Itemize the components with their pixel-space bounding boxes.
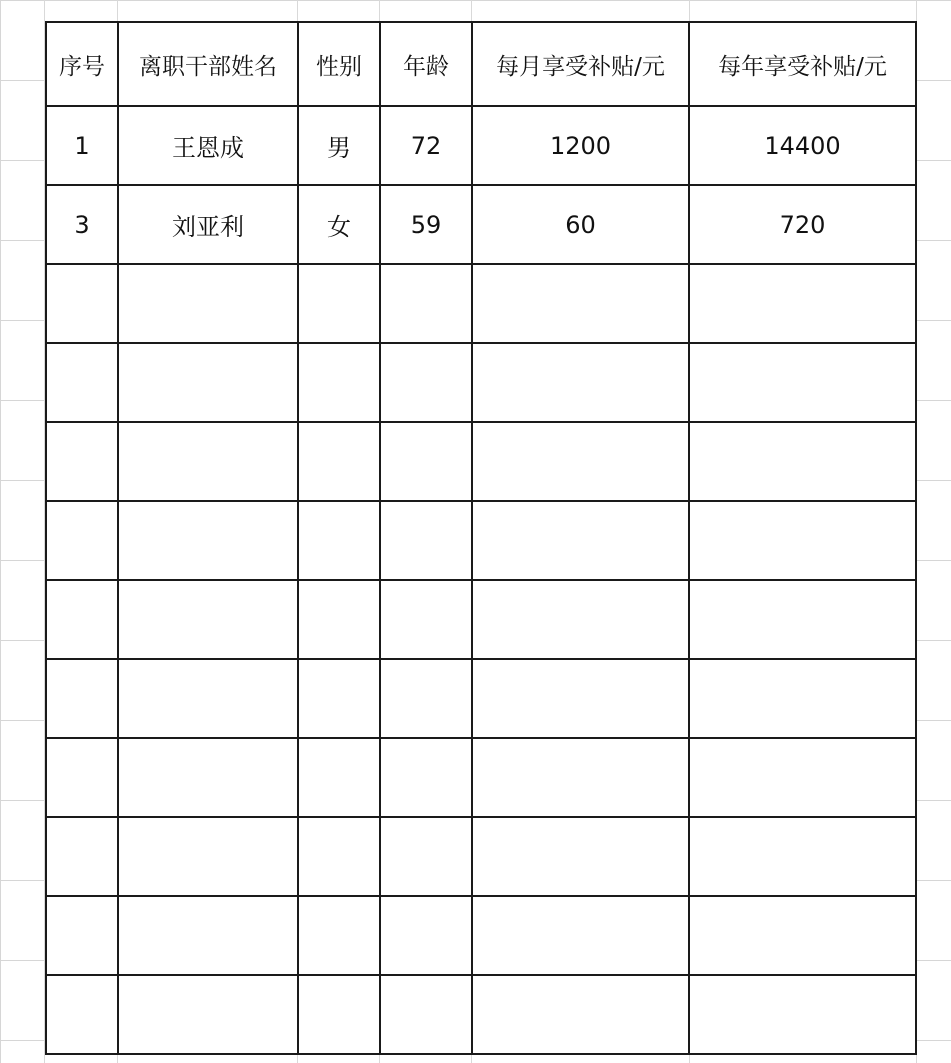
cell-gender[interactable] (298, 501, 380, 580)
cell-yearly-subsidy[interactable] (689, 738, 916, 817)
header-row (46, 22, 916, 106)
cell-gender[interactable] (298, 343, 380, 422)
cell-age[interactable] (380, 580, 472, 659)
cell-monthly-subsidy[interactable] (472, 738, 689, 817)
cell-yearly-subsidy[interactable] (689, 817, 916, 896)
cell-name[interactable]: 王恩成 (118, 106, 298, 185)
cell-gender[interactable] (298, 817, 380, 896)
cell-index[interactable] (46, 738, 118, 817)
cell-gender[interactable] (298, 422, 380, 501)
cell-name[interactable] (118, 659, 298, 738)
cell-name[interactable]: 刘亚利 (118, 185, 298, 264)
cell-age[interactable]: 59 (380, 185, 472, 264)
table-row (46, 185, 916, 264)
table-row (46, 501, 916, 580)
table-row (46, 343, 916, 422)
cell-age[interactable] (380, 501, 472, 580)
cell-index[interactable] (46, 659, 118, 738)
cell-monthly-subsidy[interactable] (472, 659, 689, 738)
cell-yearly-subsidy[interactable] (689, 422, 916, 501)
cell-name[interactable] (118, 343, 298, 422)
cell-yearly-subsidy[interactable] (689, 580, 916, 659)
cell-index[interactable]: 3 (46, 185, 118, 264)
cell-name[interactable] (118, 896, 298, 975)
cell-age[interactable] (380, 422, 472, 501)
cell-gender[interactable] (298, 580, 380, 659)
cell-index[interactable] (46, 896, 118, 975)
cell-gender[interactable]: 女 (298, 185, 380, 264)
cell-gender[interactable]: 男 (298, 106, 380, 185)
cell-monthly-subsidy[interactable]: 60 (472, 185, 689, 264)
cell-name[interactable] (118, 738, 298, 817)
cell-monthly-subsidy[interactable] (472, 817, 689, 896)
cell-index[interactable] (46, 343, 118, 422)
cell-index[interactable]: 1 (46, 106, 118, 185)
cell-gender[interactable] (298, 975, 380, 1054)
cell-monthly-subsidy[interactable] (472, 264, 689, 343)
cell-gender[interactable] (298, 659, 380, 738)
cell-age[interactable] (380, 896, 472, 975)
cell-yearly-subsidy[interactable] (689, 896, 916, 975)
cell-yearly-subsidy[interactable]: 720 (689, 185, 916, 264)
header-cell-name[interactable]: 离职干部姓名 (118, 22, 298, 106)
cell-index[interactable] (46, 422, 118, 501)
cell-yearly-subsidy[interactable] (689, 264, 916, 343)
cell-index[interactable] (46, 975, 118, 1054)
table-row (46, 896, 916, 975)
table-row (46, 659, 916, 738)
header-cell-yearly-subsidy[interactable]: 每年享受补贴/元 (689, 22, 916, 106)
table-row (46, 106, 916, 185)
cell-index[interactable] (46, 501, 118, 580)
cell-yearly-subsidy[interactable] (689, 975, 916, 1054)
cell-yearly-subsidy[interactable] (689, 343, 916, 422)
header-cell-gender[interactable]: 性别 (298, 22, 380, 106)
cell-name[interactable] (118, 580, 298, 659)
cell-monthly-subsidy[interactable] (472, 501, 689, 580)
cell-age[interactable]: 72 (380, 106, 472, 185)
cell-monthly-subsidy[interactable] (472, 896, 689, 975)
cell-monthly-subsidy[interactable] (472, 580, 689, 659)
cell-age[interactable] (380, 817, 472, 896)
cell-monthly-subsidy[interactable] (472, 975, 689, 1054)
cell-name[interactable] (118, 422, 298, 501)
cell-index[interactable] (46, 264, 118, 343)
cell-name[interactable] (118, 501, 298, 580)
header-cell-age[interactable]: 年龄 (380, 22, 472, 106)
table-row (46, 422, 916, 501)
cell-monthly-subsidy[interactable]: 1200 (472, 106, 689, 185)
cell-name[interactable] (118, 975, 298, 1054)
cell-monthly-subsidy[interactable] (472, 422, 689, 501)
cell-age[interactable] (380, 738, 472, 817)
table-row (46, 264, 916, 343)
subsidy-table (45, 21, 917, 1055)
cell-yearly-subsidy[interactable] (689, 501, 916, 580)
table-row (46, 580, 916, 659)
cell-age[interactable] (380, 659, 472, 738)
cell-name[interactable] (118, 264, 298, 343)
cell-yearly-subsidy[interactable]: 14400 (689, 106, 916, 185)
table-row (46, 738, 916, 817)
cell-age[interactable] (380, 975, 472, 1054)
table-row (46, 975, 916, 1054)
cell-age[interactable] (380, 343, 472, 422)
cell-index[interactable] (46, 580, 118, 659)
header-cell-index[interactable]: 序号 (46, 22, 118, 106)
cell-gender[interactable] (298, 896, 380, 975)
cell-gender[interactable] (298, 264, 380, 343)
cell-monthly-subsidy[interactable] (472, 343, 689, 422)
cell-index[interactable] (46, 817, 118, 896)
cell-yearly-subsidy[interactable] (689, 659, 916, 738)
header-cell-monthly-subsidy[interactable]: 每月享受补贴/元 (472, 22, 689, 106)
cell-age[interactable] (380, 264, 472, 343)
cell-name[interactable] (118, 817, 298, 896)
cell-gender[interactable] (298, 738, 380, 817)
table-row (46, 817, 916, 896)
